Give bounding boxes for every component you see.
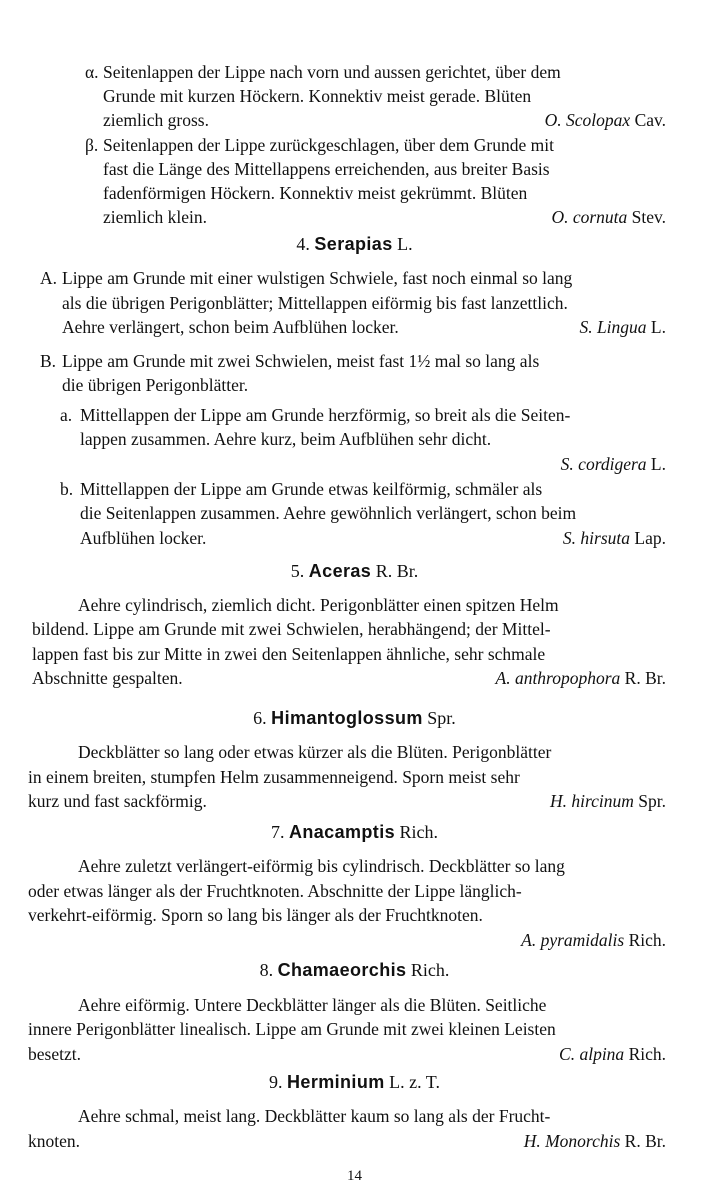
genus-author: Rich. — [410, 960, 450, 980]
key-marker: B. — [40, 351, 57, 371]
genus-heading-herminium — [0, 1070, 709, 1094]
species-reference — [561, 453, 666, 475]
key-text-line: Mittellappen der Lippe am Grunde herzförmig, so breit als die Seiten- — [80, 405, 571, 425]
key-text-line: Seitenlappen der Lippe zurückgeschlagen, über dem Grunde mit — [103, 135, 554, 155]
genus-author: Spr. — [427, 708, 456, 728]
genus-author: Rich. — [399, 822, 439, 842]
species-reference — [563, 527, 666, 549]
genus-number: 5. — [290, 561, 305, 581]
species-author: Lap. — [634, 528, 666, 548]
genus-name: Himantoglossum — [271, 708, 423, 728]
description-line: kurz und fast sackförmig. — [28, 791, 207, 811]
key-text-line: als die übrigen Perigonblätter; Mittellappen eiförmig bis fast lanzettlich. — [62, 293, 568, 313]
species-reference — [579, 316, 666, 338]
key-text-line: Lippe am Grunde mit zwei Schwielen, meist fast 1½ mal so lang als — [62, 351, 540, 371]
genus-number: 8. — [259, 960, 274, 980]
description-line: Deckblätter so lang oder etwas kürzer als die Blüten. Perigonblätter — [78, 742, 552, 762]
key-text-line: Seitenlappen der Lippe nach vorn und aussen gerichtet, über dem — [103, 62, 561, 82]
key-text-line: Aufblühen locker. — [80, 528, 207, 548]
genus-heading-anacamptis — [0, 820, 709, 844]
species-author: R. Br. — [624, 668, 666, 688]
key-marker: b. — [60, 479, 74, 499]
description-line: Aehre eiförmig. Untere Deckblätter länger als die Blüten. Seitliche — [78, 995, 547, 1015]
key-text-line: ziemlich klein. — [103, 207, 207, 227]
genus-number: 4. — [296, 234, 310, 254]
genus-name: Serapias — [314, 234, 393, 254]
species-name: A. anthropophora — [495, 668, 621, 688]
species-reference — [524, 1130, 666, 1152]
genus-author: L. — [397, 234, 413, 254]
key-text-line: fadenförmigen Höckern. Konnektiv meist gekrümmt. Blüten — [103, 183, 528, 203]
key-text-line: Grunde mit kurzen Höckern. Konnektiv meist gerade. Blüten — [103, 86, 532, 106]
species-reference — [550, 790, 666, 812]
species-name: S. Lingua — [579, 317, 647, 337]
page-number: 14 — [347, 1168, 362, 1184]
description-line: innere Perigonblätter linealisch. Lippe am Grunde mit zwei kleinen Leisten — [28, 1019, 556, 1039]
species-reference — [551, 206, 666, 228]
species-name: S. hirsuta — [562, 528, 631, 548]
description-line: bildend. Lippe am Grunde mit zwei Schwielen, herabhängend; der Mittel- — [32, 619, 551, 639]
key-text-line: fast die Länge des Mittellappens erreichenden, aus breiter Basis — [103, 159, 550, 179]
species-author: Spr. — [638, 791, 666, 811]
species-author: Cav. — [634, 110, 666, 130]
genus-number: 7. — [270, 822, 285, 842]
genus-author: R. Br. — [375, 561, 419, 581]
species-reference — [521, 929, 666, 951]
genus-number: 9. — [269, 1072, 283, 1092]
description-line: lappen fast bis zur Mitte in zwei den Seitenlappen ähnliche, sehr schmale — [32, 644, 546, 664]
key-text-line: Lippe am Grunde mit einer wulstigen Schwiele, fast noch einmal so lang — [62, 268, 573, 288]
description-line: verkehrt-eiförmig. Sporn so lang bis länger als der Fruchtknoten. — [28, 905, 483, 925]
species-reference — [545, 109, 666, 131]
species-author: Rich. — [628, 930, 666, 950]
genus-name: Chamaeorchis — [277, 960, 407, 980]
genus-heading-aceras — [0, 559, 709, 583]
description-line: besetzt. — [28, 1044, 81, 1064]
description-line: Aehre cylindrisch, ziemlich dicht. Perigonblätter einen spitzen Helm — [78, 595, 559, 615]
genus-heading-himantoglossum — [0, 706, 709, 730]
species-author: R. Br. — [624, 1131, 666, 1151]
description-line: Abschnitte gespalten. — [32, 668, 183, 688]
species-name: O. cornuta — [551, 207, 628, 227]
key-marker: a. — [60, 405, 73, 425]
key-text-line: die übrigen Perigonblätter. — [62, 375, 249, 395]
genus-number: 6. — [253, 708, 267, 728]
species-author: Rich. — [628, 1044, 666, 1064]
species-name: C. alpina — [559, 1044, 625, 1064]
species-author: Stev. — [631, 207, 666, 227]
species-name: O. Scolopax — [544, 110, 631, 130]
species-name: H. hircinum — [549, 791, 634, 811]
key-marker: α. — [85, 62, 99, 82]
species-name: A. pyramidalis — [521, 930, 625, 950]
genus-name: Herminium — [287, 1072, 385, 1092]
description-line: Aehre zuletzt verlängert-eiförmig bis cylindrisch. Deckblätter so lang — [78, 856, 565, 876]
description-line: knoten. — [28, 1131, 81, 1151]
genus-heading-serapias — [0, 232, 709, 256]
genus-heading-chamaeorchis — [0, 958, 709, 982]
description-line: in einem breiten, stumpfen Helm zusammenneigend. Sporn meist sehr — [28, 767, 520, 787]
genus-name: Aceras — [308, 561, 372, 581]
key-text-line: lappen zusammen. Aehre kurz, beim Aufblühen sehr dicht. — [80, 429, 492, 449]
genus-name: Anacamptis — [288, 822, 396, 842]
key-text-line: ziemlich gross. — [103, 110, 209, 130]
key-marker: A. — [40, 268, 58, 288]
species-reference — [496, 667, 667, 689]
species-author: L. — [650, 317, 666, 337]
species-author: L. — [650, 454, 666, 474]
species-name: S. cordigera — [560, 454, 647, 474]
description-line: oder etwas länger als der Fruchtknoten. Abschnitte der Lippe länglich- — [28, 881, 522, 901]
genus-author: L. z. T. — [389, 1072, 440, 1092]
species-reference — [559, 1043, 666, 1065]
key-text-line: die Seitenlappen zusammen. Aehre gewöhnlich verlängert, schon beim — [80, 503, 577, 523]
species-name: H. Monorchis — [523, 1131, 621, 1151]
key-marker: β. — [85, 135, 99, 155]
key-text-line: Aehre verlängert, schon beim Aufblühen locker. — [62, 317, 399, 337]
description-line: Aehre schmal, meist lang. Deckblätter kaum so lang als der Frucht- — [78, 1106, 551, 1126]
key-text-line: Mittellappen der Lippe am Grunde etwas keilförmig, schmäler als — [80, 479, 543, 499]
